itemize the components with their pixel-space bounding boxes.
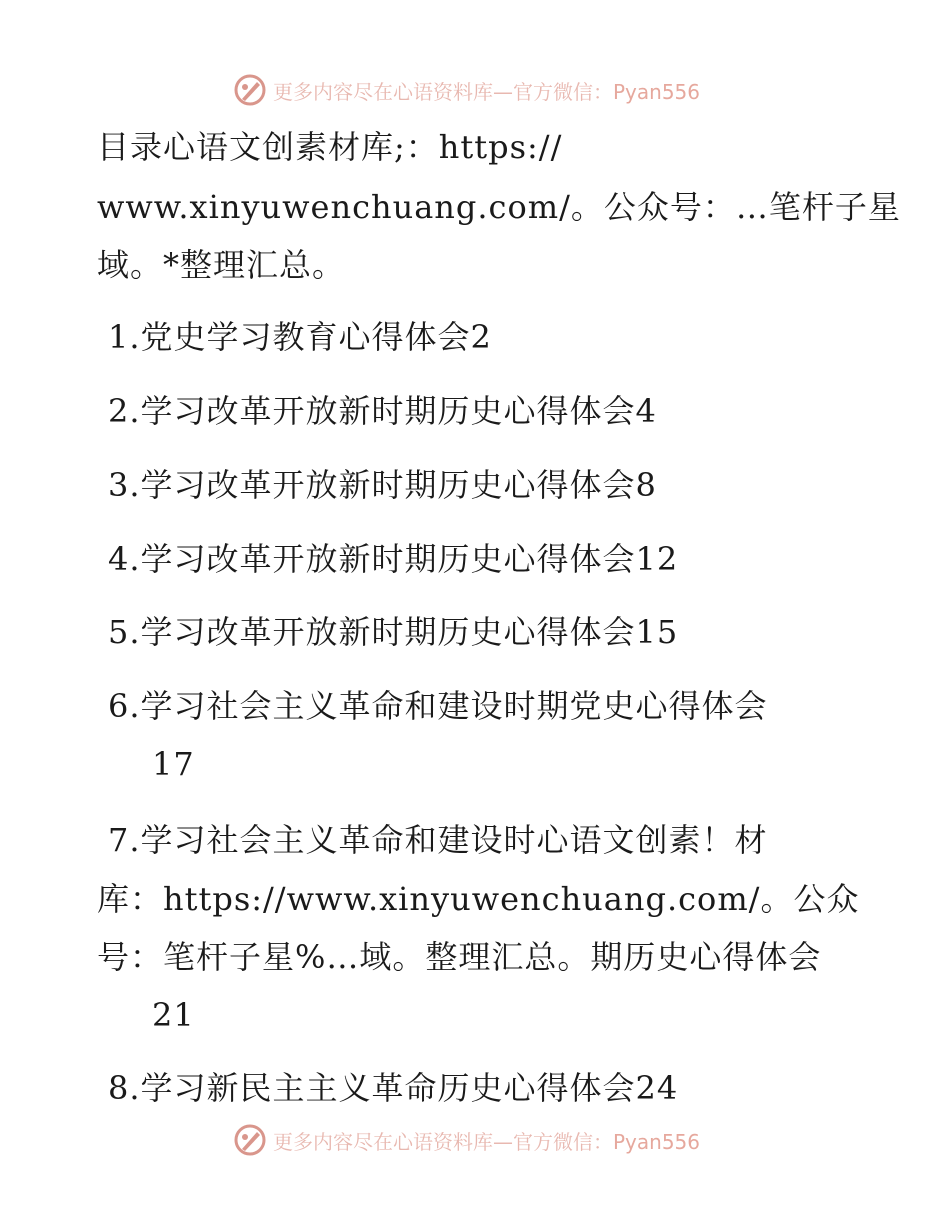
toc-entry-3: 3.学习改革开放新时期历史心得体会8	[108, 466, 657, 504]
toc-entry-2: 2.学习改革开放新时期历史心得体会4	[108, 392, 657, 430]
intro-line: 域。*整理汇总。	[97, 246, 346, 284]
toc-entry-7-page: 21	[152, 996, 195, 1034]
header-watermark-banner	[0, 70, 950, 110]
pen-logo-icon	[233, 73, 267, 107]
toc-entry-7: 7.学习社会主义革命和建设时心语文创素！材	[108, 821, 768, 859]
toc-entry-6: 6.学习社会主义革命和建设时期党史心得体会	[108, 687, 768, 725]
watermark-text: 更多内容尽在心语资料库—官方微信：Pyan556	[273, 79, 701, 104]
watermark-text: 更多内容尽在心语资料库—官方微信：Pyan556	[273, 1129, 701, 1154]
intro-line: 目录心语文创素材库;：https://	[97, 128, 563, 166]
pen-logo-icon	[233, 1123, 267, 1157]
toc-entry-6-page: 17	[152, 745, 195, 783]
toc-entry-7-line2: 库：https://www.xinyuwenchuang.com/。公众	[97, 880, 860, 918]
toc-entry-1: 1.党史学习教育心得体会2	[108, 318, 492, 356]
toc-entry-7-line3: 号：笔杆子星%…域。整理汇总。期历史心得体会	[97, 938, 822, 976]
footer-watermark-banner	[0, 1120, 950, 1160]
toc-entry-5: 5.学习改革开放新时期历史心得体会15	[108, 613, 679, 651]
toc-entry-8: 8.学习新民主主义革命历史心得体会24	[108, 1069, 679, 1107]
toc-entry-4: 4.学习改革开放新时期历史心得体会12	[108, 540, 679, 578]
intro-line: www.xinyuwenchuang.com/。公众号：…笔杆子星	[97, 188, 901, 226]
